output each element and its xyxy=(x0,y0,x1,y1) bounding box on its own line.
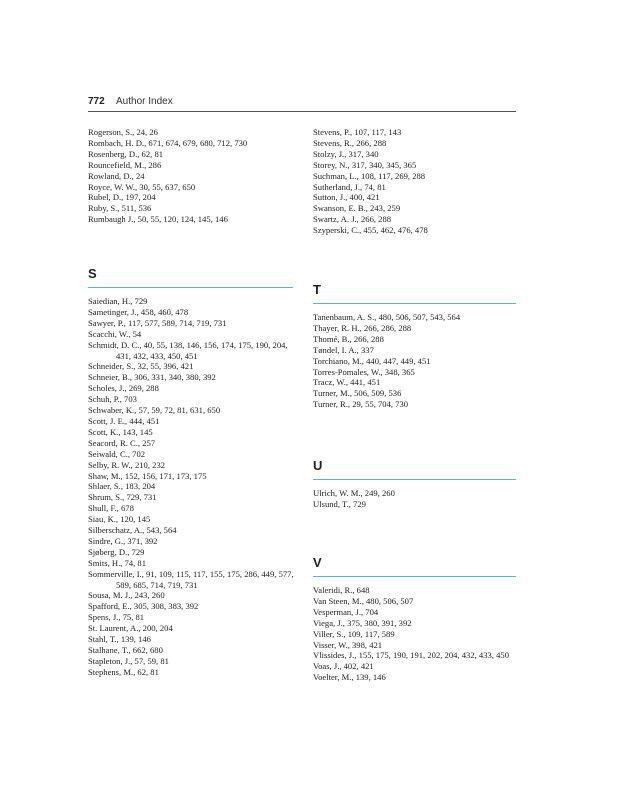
list-item: Rowland, D., 24 xyxy=(88,170,145,181)
list-item: Thayer, R. H., 266, 286, 288 xyxy=(313,322,412,333)
list-item: Vesperman, J., 704 xyxy=(313,606,379,617)
list-item: Tøndel, I. A., 337 xyxy=(313,344,374,355)
list-item: Selby, R. W., 210, 232 xyxy=(88,459,166,470)
list-item: Silberschatz, A., 543, 564 xyxy=(88,525,177,536)
running-header xyxy=(88,95,516,112)
list-item: Scott, J. E., 444, 451 xyxy=(88,415,160,426)
list-item: Sjøberg, D., 729 xyxy=(88,546,145,557)
list-item: Spens, J., 75, 81 xyxy=(88,612,145,623)
list-item: Storey, N., 317, 340, 345, 365 xyxy=(313,159,417,170)
list-item: Tracz, W., 441, 451 xyxy=(313,377,381,388)
list-item: Visser, W., 398, 421 xyxy=(313,639,383,650)
list-item: Spafford, E., 305, 308, 383, 392 xyxy=(88,601,199,612)
section-t xyxy=(313,282,529,410)
list-item: St. Laurent, A., 200, 204 xyxy=(88,623,173,634)
list-item: Sindre, G., 371, 392 xyxy=(88,535,158,546)
list-item: Seacord, R. C., 257 xyxy=(88,437,156,448)
list-item: Torres-Pomales, W., 348, 365 xyxy=(313,366,415,377)
list-item: Ulrich, W. M., 249, 260 xyxy=(313,488,395,498)
section-heading: S xyxy=(88,266,293,288)
list-item: Sutherland, J., 74, 81 xyxy=(313,181,386,192)
section-v xyxy=(313,555,529,683)
section-u xyxy=(313,458,529,510)
list-item: Viller, S., 109, 117, 589 xyxy=(313,628,395,639)
list-item: Schneier, B., 306, 331, 340, 380, 392 xyxy=(88,372,216,383)
list-item: Stevens, P., 107, 117, 143 xyxy=(313,127,402,137)
list-item: Ulsund, T., 729 xyxy=(313,498,366,509)
section-heading: V xyxy=(313,555,516,577)
list-item: Shlaer, S., 183, 204 xyxy=(88,481,156,492)
list-item: Sommerville, I., 91, 109, 115, 117, 155, 175, 286, 449, 577, 589, 685, 714, 719, 731 xyxy=(88,568,294,590)
list-item: Rubel, D., 197, 204 xyxy=(88,192,156,203)
list-item: Swanson, E. B., 243, 259 xyxy=(313,203,401,214)
list-item: Suchman, L., 108, 117, 269, 288 xyxy=(313,170,426,181)
list-item: Schmidt, D. C., 40, 55, 138, 146, 156, 174, 175, 190, 204, 431, 432, 433, 450, 451 xyxy=(88,339,288,361)
list-item: Swartz, A. J., 266, 288 xyxy=(313,214,392,225)
list-item: Schwaber, K., 57, 59, 72, 81, 631, 650 xyxy=(88,405,221,416)
list-item: Turner, R., 29, 55, 704, 730 xyxy=(313,399,409,410)
list-item: Rombach, H. D., 671, 674, 679, 680, 712, 730 xyxy=(88,137,248,148)
list-item: Royce, W. W., 30, 55, 637, 650 xyxy=(88,181,196,192)
list-item: Stevens, R., 266, 288 xyxy=(313,137,387,148)
list-item: Turner, M., 506, 509, 536 xyxy=(313,388,402,399)
list-item: Shull, F., 678 xyxy=(88,503,134,514)
list-item: Stalhane, T., 662, 680 xyxy=(88,645,163,655)
list-item: Viega, J., 375, 380, 391, 392 xyxy=(313,617,412,628)
list-item: Sawyer, P., 117, 577, 589, 714, 719, 731 xyxy=(88,317,227,328)
list-item: Seiwald, C., 702 xyxy=(88,448,146,459)
list-item: Smits, H., 74, 81 xyxy=(88,557,147,568)
list-item: Thomé, B., 266, 288 xyxy=(313,333,384,344)
list-item: Sametinger, J., 458, 460, 478 xyxy=(88,306,189,317)
section-heading: U xyxy=(313,458,516,480)
list-item: Stolzy, J., 317, 340 xyxy=(313,148,379,159)
list-item: Voelter, M., 139, 146 xyxy=(313,672,386,683)
list-item: Shrum, S., 729, 731 xyxy=(88,492,157,503)
list-item: Siau, K., 120, 145 xyxy=(88,514,151,525)
list-item: Torchiano, M., 440, 447, 449, 451 xyxy=(313,355,431,366)
list-item: Szyperski, C., 455, 462, 476, 478 xyxy=(313,225,428,236)
list-item: Sousa, M. J., 243, 260 xyxy=(88,590,165,601)
page-number: 772 xyxy=(88,96,105,107)
list-item: Stapleton, J., 57, 59, 81 xyxy=(88,655,169,666)
list-item: Stephens, M., 62, 81 xyxy=(88,666,159,677)
left-top-list xyxy=(88,127,304,225)
list-item: Rosenberg, D., 62, 81 xyxy=(88,148,164,159)
list-item: Schuh, P., 703 xyxy=(88,394,137,405)
list-item: Valeridi, R., 648 xyxy=(313,585,370,595)
section-s xyxy=(88,266,304,678)
list-item: Vlissides, J., 155, 175, 190, 191, 202, 204, 432, 433, 450 xyxy=(313,650,509,661)
page-title: Author Index xyxy=(116,96,173,107)
section-heading: T xyxy=(313,282,516,304)
list-item: Van Steen, M., 480, 506, 507 xyxy=(313,595,414,606)
list-item: Ruby, S., 511, 536 xyxy=(88,203,152,214)
list-item: Rogerson, S., 24, 26 xyxy=(88,127,158,137)
list-item: Rouncefield, M., 286 xyxy=(88,159,162,170)
list-item: Rumbaugh J., 50, 55, 120, 124, 145, 146 xyxy=(88,214,228,225)
list-item: Scholes, J., 269, 288 xyxy=(88,383,159,394)
list-item: Stahl, T., 139, 146 xyxy=(88,634,151,645)
list-item: Sutton, J., 400, 421 xyxy=(313,192,380,203)
list-item: Shaw, M., 152, 156, 171, 173, 175 xyxy=(88,470,207,481)
right-top-list xyxy=(313,127,529,236)
list-item: Voas, J., 402, 421 xyxy=(313,661,374,672)
list-item: Schneider, S., 32, 55, 396, 421 xyxy=(88,361,194,372)
list-item: Saiedian, H., 729 xyxy=(88,296,148,306)
list-item: Tanenbaum, A. S., 480, 506, 507, 543, 564 xyxy=(313,312,461,322)
list-item: Scacchi, W., 54 xyxy=(88,328,142,339)
list-item: Scott, K., 143, 145 xyxy=(88,426,153,437)
